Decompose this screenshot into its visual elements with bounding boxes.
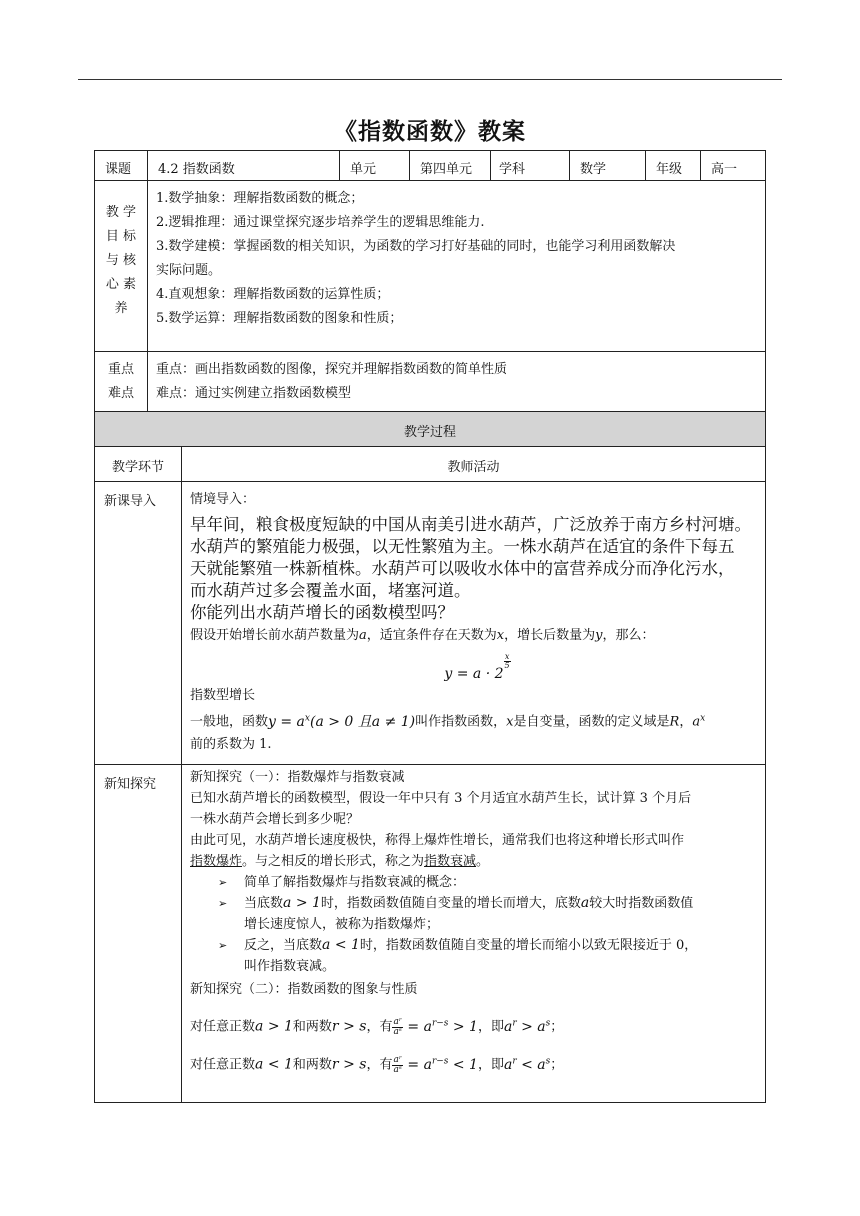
objective-item: 2.逻辑推理：通过课堂探究逐步培养学生的逻辑思维能力. <box>156 215 485 230</box>
header-rule <box>78 79 782 80</box>
arrow-bullet-icon: ➢ <box>218 939 228 952</box>
cell-subject-value: 数学 <box>569 150 646 181</box>
objective-item: 3.数学建模：掌握函数的相关知识，为函数的学习打好基础的同时，也能学习利用函数解决 <box>156 239 676 254</box>
list-item: ➢ 当底数a > 1时，指数函数值随自变量的增长而增大，底数a较大时指数函数值 增长速度惊人，被称为指数爆炸； <box>218 895 694 932</box>
list-item: ➢ 反之，当底数a < 1时，指数函数值随自变量的增长而缩小以致无限接近于 0， 叫作指数衰减。 <box>218 937 698 974</box>
list-item: ➢ 简单了解指数爆炸与指数衰减的概念： <box>190 872 765 893</box>
term-exponential-explosion: 指数爆炸 <box>190 854 243 869</box>
col-header-stage: 教学环节 <box>94 446 182 482</box>
term-exponential-decay: 指数衰减 <box>424 854 477 869</box>
arrow-bullet-icon: ➢ <box>218 897 228 910</box>
intro-activity <box>181 481 766 765</box>
col-header-activity: 教师活动 <box>181 446 766 482</box>
intro-stage: 新课导入 <box>94 481 182 765</box>
cell-course-value: 4.2 指数函数 <box>147 150 340 181</box>
assumption-line: 假设开始增长前水葫芦数量为a，适宜条件存在天数为x，增长后数量为y，那么： <box>190 628 655 643</box>
process-header: 教学过程 <box>94 411 766 447</box>
keypoints-content <box>147 351 766 412</box>
story-paragraph: 早年间，粮食极度短缺的中国从南美引进水葫芦，广泛放养于南方乡村河塘。 水葫芦的繁殖能力极强，以无性繁殖为主。一株水葫芦在适宜的条件下每五 天就能繁殖一株新植株。水葫芦可以吸收水体中的富营养成分而净化污水， 而水葫芦过多会覆盖水面，堵塞河道。 你能列出水葫芦增长的函数模型吗？ <box>190 515 751 622</box>
arrow-bullet-icon: ➢ <box>218 876 228 889</box>
document-title: 《指数函数》教案 <box>334 119 526 145</box>
objective-item: 1.数学抽象：理解指数函数的概念； <box>156 191 364 206</box>
subsection-title: 新知探究（二）：指数函数的图象与性质 <box>190 982 418 997</box>
keypoints-label: 重点 难点 <box>94 351 148 412</box>
key-point: 重点：画出指数函数的图像，探究并理解指数函数的简单性质 <box>156 362 508 377</box>
property-line: 对任意正数a > 1和两数r > s，有 $\frac{\text{aʳ}}{\text{aˢ}}$ = $a^{r-s} > 1$，即$a^r > a^s$； <box>190 1016 564 1037</box>
objectives-label: 教 学 目 标 与 核 心 素 养 <box>94 180 148 352</box>
objective-item: 实际问题。 <box>156 263 222 278</box>
explore-activity: 新知探究（一）：指数爆炸与指数衰减 已知水葫芦增长的函数模型，假设一年中只有 3 个月适宜水葫芦生长，试计算 3 个月后 一株水葫芦会增长到多少呢？ 由此可见，水葫芦增长速度极快，称得上爆炸性增长，通常我们也将这种增长形式叫作 指数爆炸。与之相反的增长形式，称之为指数衰减。 ➢ 简单了解指数爆炸与指数衰减的概念： ➢ 当底数a > 1时，指数函数值随自变量的增长而增大，底数a较大时指数函数值 增长速度惊人，被称为指数爆炸； ➢ 反之，当底数a < 1时，指数函数值随自变量的增长而缩小以致无限接近于 0， 叫作指数衰减。 新知探究（二）：指数函数的图象与性质 对任意正数a > 1和两数r > s，有 $\frac{\text{aʳ}}{\text{aˢ}}$ = $a^{r-s} > 1$，即$a^r > a^s$； 对任意正数a < 1和两数r > s，有 $\frac{\text{aʳ}}{\text{aˢ}}$ = $a^{r-s} < 1$，即$a^r < a^s$； <box>181 764 766 1103</box>
growth-label: 指数型增长 <box>190 688 256 703</box>
objective-item: 4.直观想象：理解指数函数的运算性质； <box>156 287 390 302</box>
cell-grade-value: 高一 <box>700 150 766 181</box>
cell-unit-label: 单元 <box>339 150 410 181</box>
growth-formula: y = a · 2 $\frac{x}{5}$ <box>444 652 510 682</box>
cell-grade-label: 年级 <box>645 150 701 181</box>
subsection-title: 新知探究（一）：指数爆炸与指数衰减 <box>190 770 405 785</box>
property-line: 对任意正数a < 1和两数r > s，有 $\frac{\text{aʳ}}{\text{aˢ}}$ = $a^{r-s} < 1$，即$a^r < a^s$； <box>190 1054 564 1075</box>
scene-label: 情境导入： <box>190 492 256 507</box>
cell-unit-value: 第四单元 <box>409 150 491 181</box>
explore-stage: 新知探究 <box>94 764 182 1103</box>
cell-subject-label: 学科 <box>490 150 570 181</box>
difficulty-point: 难点：通过实例建立指数函数模型 <box>156 386 352 401</box>
objectives-content <box>147 180 766 352</box>
objective-item: 5.数学运算：理解指数函数的图象和性质； <box>156 311 403 326</box>
definition-text: 一般地，函数$y = a^x(a > 0$ 且a ≠ 1)叫作指数函数，x是自变量，函数的定义域是R，$a^x$ 前的系数为 1. <box>190 713 706 752</box>
cell-course-label: 课题 <box>94 150 148 181</box>
